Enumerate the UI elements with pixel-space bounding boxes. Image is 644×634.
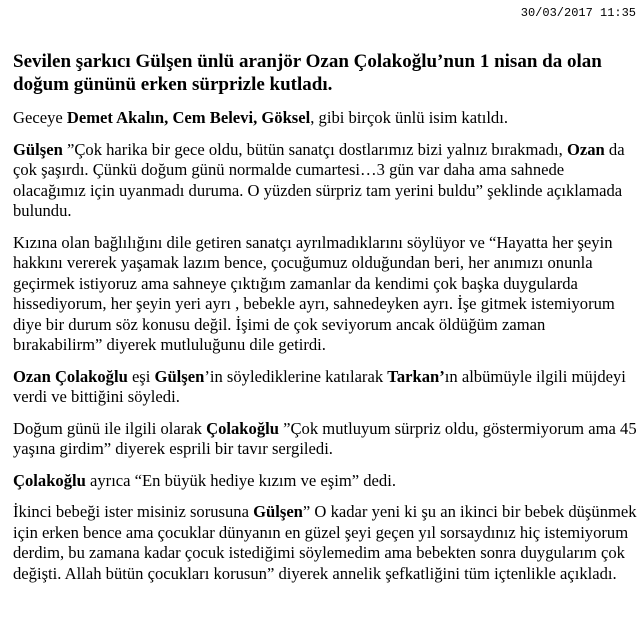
timestamp: 30/03/2017 11:35 — [520, 6, 636, 20]
article — [13, 50, 638, 595]
person-name: Gülşen — [154, 366, 205, 386]
text: ” O kadar yeni ki şu an ikinci bir bebek düşünmek için erken bence ama çocuklar dünyanın en güzel şeyi geçen yıl sorsaydınız hiç istemiyorum derdim, bu zamana kadar çocuk istediğimi söylemedim ama bebekten sonra duygularım çok değişti. Allah bütün çocukları korusun” diyerek annelik şefkatliğini tüm içtenlikle açıkladı. — [13, 502, 637, 583]
person-name: Ozan — [566, 139, 605, 159]
person-name: Çolakoğlu — [13, 470, 86, 490]
person-name: Ozan Çolakoğlu — [13, 366, 128, 386]
text: Geceye — [13, 108, 67, 127]
guest-names: Demet Akalın, Cem Belevi, Göksel — [66, 108, 311, 127]
text: da çok şaşırdı. Çünkü doğum günü normalde cumartesi…3 gün var daha ama sahnede olacağımız için uyanmadı duruma. O yüzden sürpriz tam yerini buldu” şeklinde açıklamada bulundu. — [13, 139, 625, 220]
paragraph-daughter — [13, 233, 638, 356]
text: , gibi birçok ünlü isim katıldı. — [310, 108, 508, 127]
paragraph-guests — [13, 108, 638, 129]
text: Doğum günü ile ilgili olarak — [13, 418, 207, 438]
person-name: Çolakoğlu — [206, 418, 279, 438]
text: ’in söylediklerine katılarak — [204, 366, 388, 386]
paragraph-second-baby — [13, 502, 638, 584]
headline: Sevilen şarkıcı Gülşen ünlü aranjör Ozan Çolakoğlu’nun 1 nisan da olan doğum gününü erken sürprizle kutladı. — [13, 51, 602, 95]
person-name: Gülşen — [253, 502, 303, 521]
paragraph-gift — [13, 471, 638, 492]
paragraph-gulsen-quote — [13, 140, 638, 222]
person-name: Tarkan’ — [387, 366, 445, 386]
text: ”Çok harika bir gece oldu, bütün sanatçı dostlarımız bizi yalnız bırakmadı, — [62, 139, 567, 159]
paragraph-birthday — [13, 419, 638, 460]
text: ”Çok mutluyum sürpriz oldu, göstermiyorum ama 45 yaşına girdim” diyerek esprili bir tavır sergiledi. — [13, 418, 637, 458]
text: eşi — [127, 366, 155, 386]
text: Kızına olan bağlılığını dile getiren sanatçı ayrılmadıklarını söylüyor ve “Hayatta her şeyin hakkını vererek yaşamak lazım bence, çocuğumuz olduğundan beri, her anımızı onunla geçirmek istiyoruz ama sahneye çıktığım zamanlar da kendimi çok başka duygularda hissediyorum, her şeyin yeri ayrı , bebekle ayrı, sahnedeyken ayrı. İşe gitmek istemiyorum diye bir durum söz konusu değil. İşimi de çok seviyorum ancak öldüğüm zaman bırakabilirm” diyerek mutluluğunu dile getirdi. — [13, 232, 615, 354]
text: ayrıca “En büyük hediye kızım ve eşim” dedi. — [85, 470, 396, 490]
speaker-name: Gülşen — [13, 139, 63, 159]
text: İkinci bebeği ister misiniz sorusuna — [13, 502, 254, 521]
paragraph-tarkan-album — [13, 367, 638, 408]
text: ın albümüyle ilgili müjdeyi verdi ve bittiğini söyledi. — [13, 366, 626, 406]
